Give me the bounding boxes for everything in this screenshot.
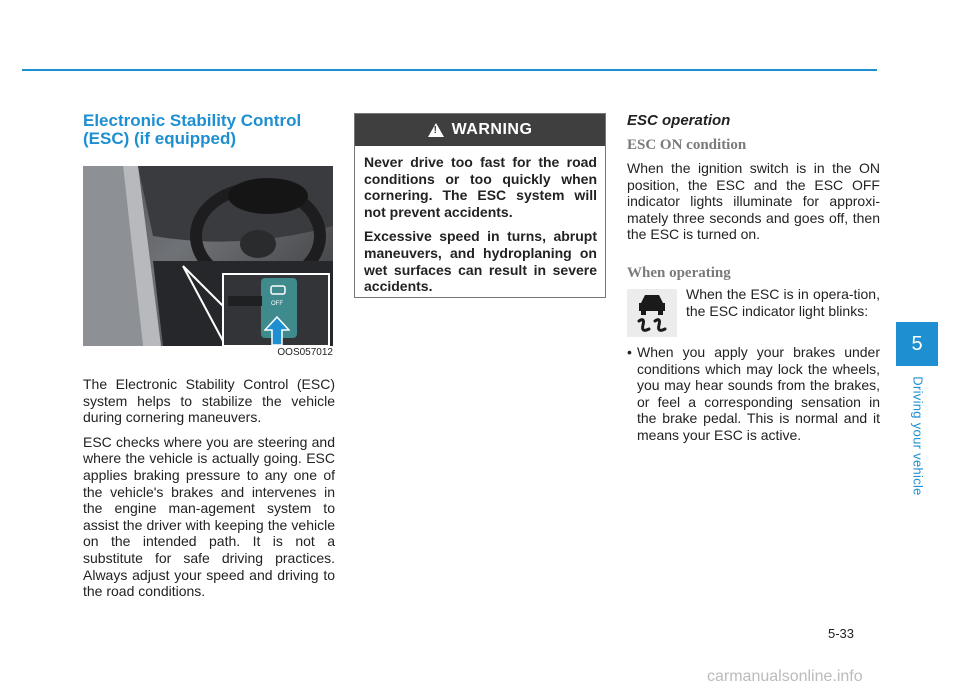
- warning-paragraph-2: Excessive speed in turns, abrupt maneuvers, and hydroplaning on wet surfaces can result in severe accidents.: [364, 228, 597, 295]
- operating-title: When operating: [627, 264, 731, 281]
- section-title-line1: Electronic Stability Control: [83, 111, 302, 130]
- chapter-tab: [896, 322, 938, 366]
- esc-on-title: ESC ON condition: [627, 137, 747, 153]
- top-rule: [22, 69, 877, 71]
- chapter-number: 5: [911, 332, 923, 355]
- section-title-line2: (ESC) (if equipped): [83, 129, 236, 148]
- page-number: 5-33: [828, 626, 855, 641]
- column-left: [83, 108, 335, 600]
- esc-on-paragraph: When the ignition switch is in the ON position, the ESC and the ESC OFF indicator lights illuminate for approxi-mately three seconds and goes off, then the ESC is turned on.: [627, 160, 880, 243]
- esc-indicator-icon: [627, 289, 677, 337]
- warning-paragraph-1: Never drive too fast for the road conditions or too quickly when cornering. The ESC system will not prevent accidents.: [364, 154, 597, 220]
- bullet-symbol: •: [627, 343, 632, 360]
- dashboard-photo: [83, 166, 333, 362]
- bullet-text: When you apply your brakes under conditions which may lock the wheels, you may hear sounds from the brakes, or feel a corresponding sensation in the brake pedal. This is normal and it means your ESC is active.: [637, 343, 880, 443]
- operation-title: ESC operation: [627, 112, 731, 129]
- column-middle: [354, 113, 606, 298]
- figure-caption: OOS057012: [277, 347, 333, 358]
- list-item: [627, 344, 880, 444]
- warning-box: [354, 113, 606, 298]
- description-paragraph: ESC checks where you are steering and where the vehicle is actually going. ESC applies braking pressure to any one of the vehicle's brakes and intervenes in the engine man-agement system to assist the driver with keeping the vehicle on the intended path. It is not a substitute for safe driving practices. Always adjust your speed and driving to the road conditions.: [83, 433, 335, 600]
- warning-body: [355, 146, 605, 295]
- warning-label: WARNING: [451, 121, 533, 138]
- operating-paragraph: When the ESC is in opera-tion, the ESC indicator light blinks:: [686, 285, 880, 319]
- indicator-row: [627, 286, 880, 337]
- dashboard-illustration: [83, 166, 333, 346]
- chapter-label-wrap: [907, 374, 929, 498]
- watermark: carmanualsonline.info: [707, 668, 863, 685]
- column-right: [627, 108, 880, 444]
- warning-header: [355, 114, 605, 146]
- chapter-label: Driving your vehicle: [910, 376, 926, 496]
- section-title: [83, 112, 335, 148]
- warning-triangle-icon: [428, 123, 444, 137]
- intro-paragraph: The Electronic Stability Control (ESC) system helps to stabilize the vehicle during cornering maneuvers.: [83, 376, 335, 426]
- figure-caption-bar: [83, 346, 333, 362]
- off-button-label: OFF: [271, 301, 283, 307]
- arrow-up-icon: [264, 316, 290, 346]
